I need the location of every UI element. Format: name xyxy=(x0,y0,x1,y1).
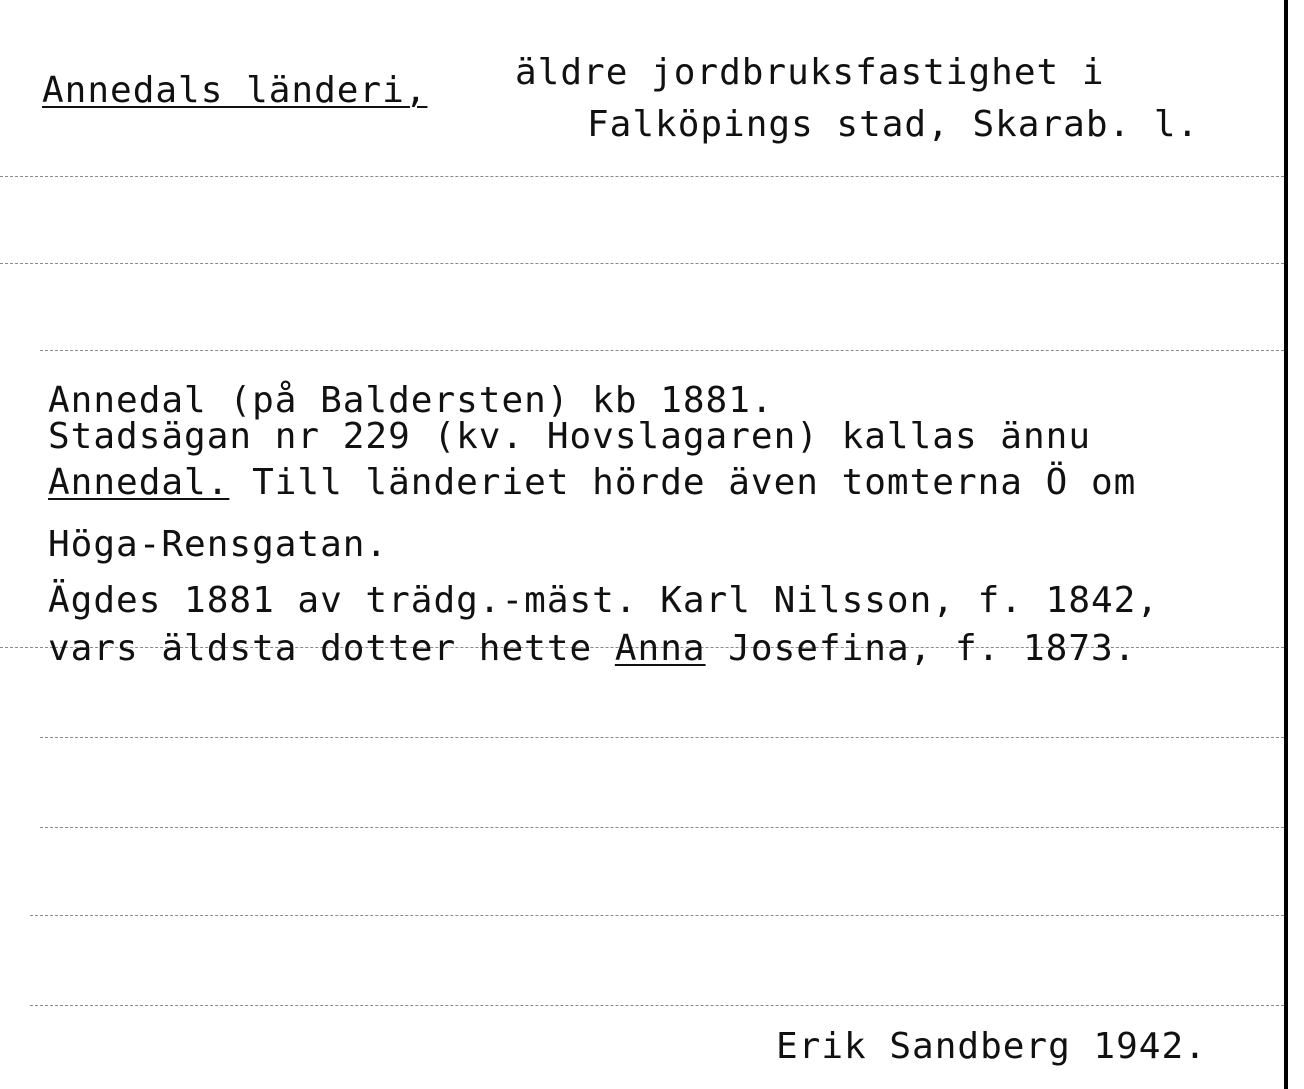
ruled-line xyxy=(0,176,1284,177)
body-line-4: Höga-Rensgatan. xyxy=(48,524,389,565)
body-line-6-start: vars äldsta dotter hette xyxy=(48,628,615,669)
person-name-anna: Anna xyxy=(614,628,706,669)
place-name-annedal: Annedal. xyxy=(48,462,230,503)
body-line-5: Ägdes 1881 av trädg.-mäst. Karl Nilsson, f. 1842, xyxy=(48,580,1160,621)
card-edge xyxy=(1284,0,1288,1089)
ruled-line xyxy=(0,263,1284,264)
body-line-6-end: Josefina, f. 1873. xyxy=(705,628,1137,669)
signature: Erik Sandberg 1942. xyxy=(776,1026,1207,1067)
ruled-line xyxy=(40,827,1284,828)
card-title: Annedals länderi, xyxy=(42,70,428,111)
body-line-1: Annedal (på Baldersten) kb 1881. xyxy=(48,380,774,421)
body-line-2: Stadsägan nr 229 (kv. Hovslagaren) kallas ännu xyxy=(48,416,1091,457)
body-line-3 xyxy=(48,460,1136,506)
card-subtitle-line2: Falköpings stad, Skarab. l. xyxy=(587,104,1200,145)
ruled-line xyxy=(30,1005,1284,1006)
body-line-6 xyxy=(48,626,1136,672)
ruled-line xyxy=(40,737,1284,738)
ruled-line xyxy=(40,350,1284,351)
ruled-line xyxy=(30,915,1284,916)
body-line-3-text: Till länderiet hörde även tomterna Ö om xyxy=(229,462,1137,503)
card-subtitle-line1: äldre jordbruksfastighet i xyxy=(515,52,1105,93)
